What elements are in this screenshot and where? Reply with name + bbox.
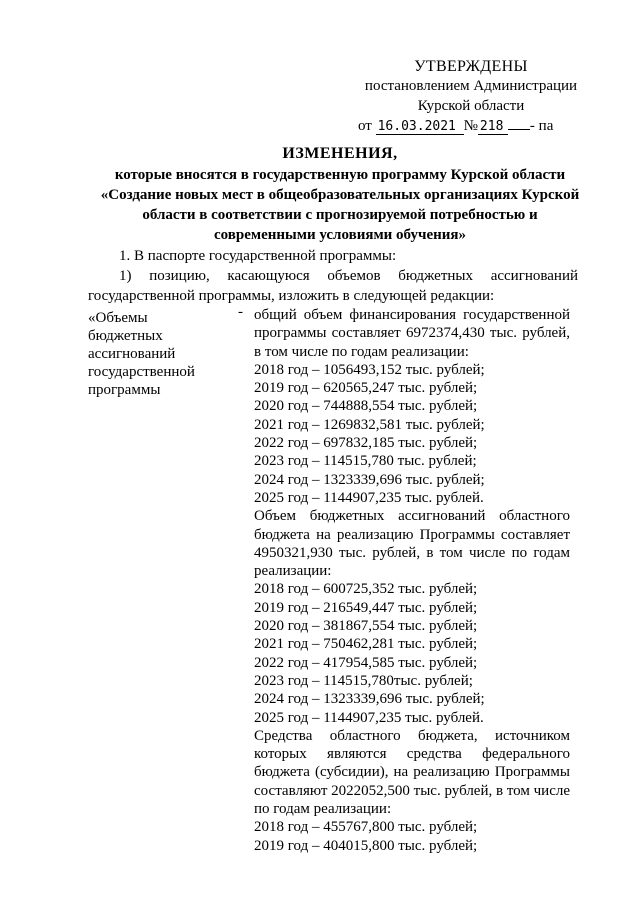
header-line-4: современными условиями обучения» [213, 227, 467, 243]
year-line: 2021 год – 750462,281 тыс. рублей; [254, 636, 478, 653]
year-line: 2024 год – 1323339,696 тыс. рублей; [254, 691, 485, 708]
approval-date: 16.03.2021 [376, 119, 464, 135]
approval-date-line [356, 116, 586, 136]
funding-description [254, 306, 570, 855]
year-line: 2023 год – 114515,780 тыс. рублей; [254, 453, 477, 470]
position-label-line: программы [88, 382, 161, 398]
intro-item-1: 1. В паспорте государственной программы: [119, 248, 397, 264]
funding-paragraph: Объем бюджетных ассигнований областного бюджета на реализацию Программы составляет 4950321,930 тыс. рублей, в том числе по годам реализации: [254, 508, 570, 580]
header-line-1: которые вносятся в государственную программу Курской области [114, 167, 566, 183]
document-title: ИЗМЕНЕНИЯ, [282, 145, 398, 162]
year-line: 2018 год – 600725,352 тыс. рублей; [254, 581, 478, 598]
year-line: 2019 год – 216549,447 тыс. рублей; [254, 599, 478, 616]
date-prefix: от [358, 118, 372, 134]
year-line: 2019 год – 404015,800 тыс. рублей; [254, 837, 478, 854]
funding-paragraph: общий объем финансирования государственной программы составляет 6972374,430 тыс. рублей, в том числе по годам реализации: [254, 307, 570, 360]
year-line: 2020 год – 381867,554 тыс. рублей; [254, 618, 478, 635]
approval-number: 218 [478, 119, 508, 135]
funding-block-total [254, 306, 570, 507]
header-line-3: области в соответствии с прогнозируемой потребностью и [142, 207, 538, 223]
year-line: 2019 год – 620565,247 тыс. рублей; [254, 380, 478, 397]
approval-stamp [356, 58, 586, 136]
year-line: 2018 год – 1056493,152 тыс. рублей; [254, 361, 485, 378]
column-separator-dash: - [238, 304, 243, 320]
funding-block-regional [254, 507, 570, 727]
year-line: 2024 год – 1323339,696 тыс. рублей; [254, 471, 485, 488]
approval-line-1: постановлением Администрации [364, 78, 578, 94]
position-label-line: «Объемы [88, 310, 148, 326]
intro-section [88, 246, 578, 306]
year-line: 2025 год – 1144907,235 тыс. рублей. [254, 489, 484, 506]
year-line: 2022 год – 697832,185 тыс. рублей; [254, 435, 478, 452]
approval-line-2: Курской области [417, 98, 525, 114]
number-suffix: - па [529, 118, 554, 134]
intro-item-2-first-line: 1) позицию, касающуюся объемов бюджетных ассигнований [119, 268, 578, 284]
approval-title: УТВЕРЖДЕНЫ [414, 58, 528, 75]
position-label-line: государственной [88, 364, 195, 380]
number-blank [508, 129, 530, 130]
funding-block-federal [254, 727, 570, 855]
funding-paragraph: Средства областного бюджета, источником которых являются средства федерального бюджета (субсидии), на реализацию Программы составляют 2022052,500 тыс. рублей, в том числе по годам реализации: [254, 727, 571, 818]
year-line: 2020 год – 744888,554 тыс. рублей; [254, 398, 478, 415]
year-line: 2025 год – 1144907,235 тыс. рублей. [254, 709, 484, 726]
number-prefix: № [463, 118, 478, 134]
document-header [80, 143, 600, 245]
position-label-line: ассигнований [88, 346, 176, 362]
year-line: 2022 год – 417954,585 тыс. рублей; [254, 654, 478, 671]
year-line: 2021 год – 1269832,581 тыс. рублей; [254, 416, 485, 433]
header-line-2: «Создание новых мест в общеобразовательных организациях Курской [100, 187, 580, 203]
year-line: 2023 год – 114515,780тыс. рублей; [254, 672, 473, 689]
year-line: 2018 год – 455767,800 тыс. рублей; [254, 819, 478, 836]
position-label [88, 309, 228, 399]
position-label-line: бюджетных [88, 328, 163, 344]
intro-item-2-rest: государственной программы, изложить в следующей редакции: [88, 288, 495, 304]
